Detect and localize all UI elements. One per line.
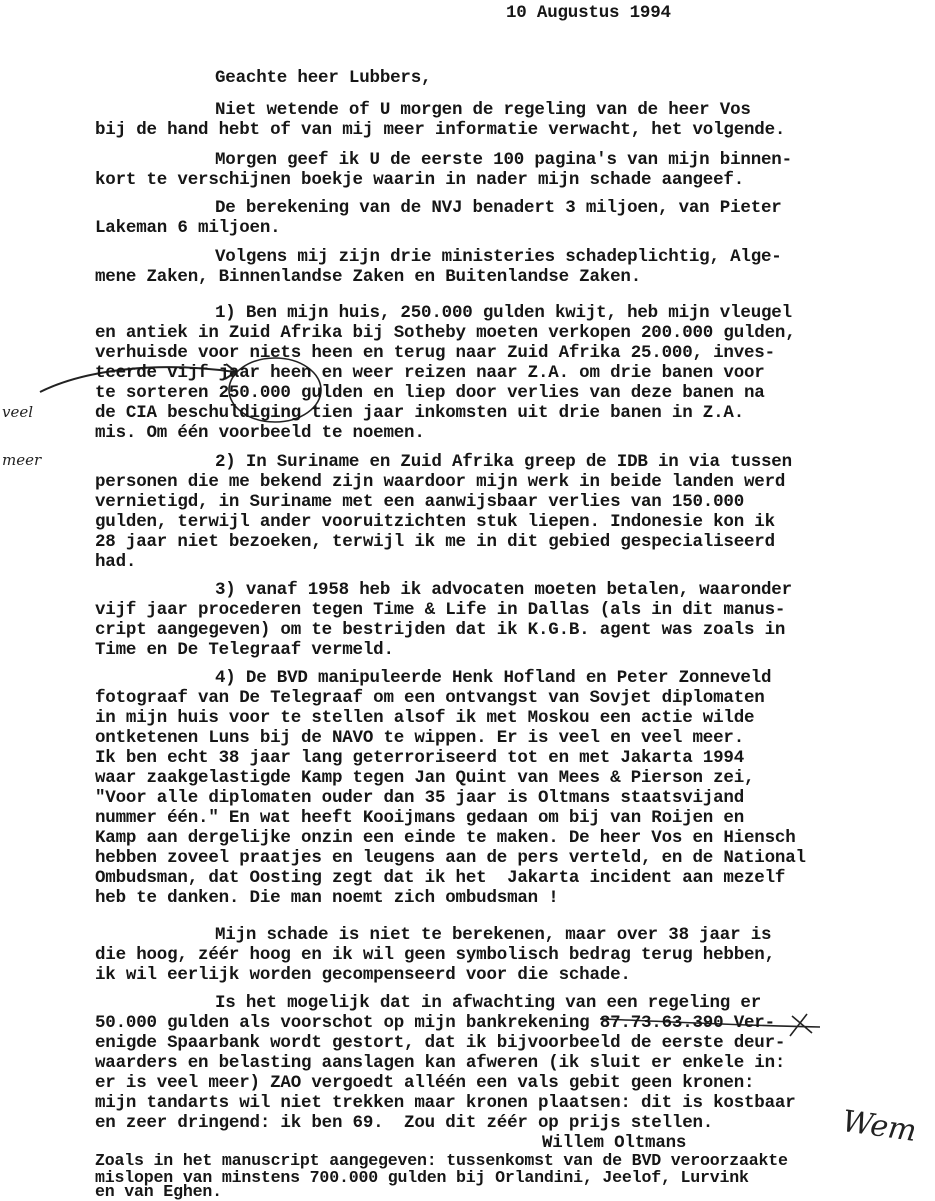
body-line: 1) Ben mijn huis, 250.000 gulden kwijt, heb mijn vleugel — [215, 303, 792, 323]
body-line: ik wil eerlijk worden gecompenseerd voor die schade. — [95, 965, 631, 985]
body-line: Ombudsman, dat Oosting zegt dat ik het Jakarta incident aan mezelf — [95, 868, 786, 888]
body-line: Morgen geef ik U de eerste 100 pagina's van mijn binnen- — [215, 150, 792, 170]
margin-note-line: meer — [2, 451, 42, 469]
body-line: cript aangegeven) om te bestrijden dat ik K.G.B. agent was zoals in — [95, 620, 786, 640]
body-line: vernietigd, in Suriname met een aanwijsbaar verlies van 150.000 — [95, 492, 745, 512]
body-line: en antiek in Zuid Afrika bij Sotheby moeten verkopen 200.000 gulden, — [95, 323, 796, 343]
body-line: Lakeman 6 miljoen. — [95, 218, 281, 238]
body-line: had. — [95, 552, 137, 572]
body-line: en zeer dringend: ik ben 69. Zou dit zéér op prijs stellen. — [95, 1113, 714, 1133]
body-line: Kamp aan dergelijke onzin een einde te maken. De heer Vos en Hiensch — [95, 828, 796, 848]
body-line: teerde vijf jaar heen en weer reizen naar Z.A. om drie banen voor — [95, 363, 765, 383]
body-line: hebben zoveel praatjes en leugens aan de pers verteld, en de National — [95, 848, 806, 868]
body-line: 50.000 gulden als voorschot op mijn bankrekening 87.73.63.390 Ver- — [95, 1013, 775, 1033]
body-line: fotograaf van De Telegraaf om een ontvangst van Sovjet diplomaten — [95, 688, 765, 708]
salutation: Geachte heer Lubbers, — [215, 68, 432, 88]
handwritten-signature: Wem — [839, 1103, 919, 1150]
body-line: kort te verschijnen boekje waarin in nader mijn schade aangeef. — [95, 170, 745, 190]
body-line: gulden, terwijl ander vooruitzichten stuk liepen. Indonesie kon ik — [95, 512, 775, 532]
body-line: Is het mogelijk dat in afwachting van een regeling er — [215, 993, 761, 1013]
body-line: Volgens mij zijn drie ministeries schadeplichtig, Alge- — [215, 247, 782, 267]
body-line: 3) vanaf 1958 heb ik advocaten moeten betalen, waaronder — [215, 580, 792, 600]
body-line: mene Zaken, Binnenlandse Zaken en Buitenlandse Zaken. — [95, 267, 641, 287]
postscript-line: Zoals in het manuscript aangegeven: tussenkomst van de BVD veroorzaakte — [95, 1151, 788, 1170]
body-line: Niet wetende of U morgen de regeling van de heer Vos — [215, 100, 751, 120]
body-line: Mijn schade is niet te berekenen, maar over 38 jaar is — [215, 925, 772, 945]
body-line: 2) In Suriname en Zuid Afrika greep de IDB in via tussen — [215, 452, 792, 472]
body-line: "Voor alle diplomaten ouder dan 35 jaar is Oltmans staatsvijand — [95, 788, 745, 808]
body-line: mijn tandarts wil niet trekken maar kronen plaatsen: dit is kostbaar — [95, 1093, 796, 1113]
postscript-line: mislopen van minstens 700.000 gulden bij Orlandini, Jeelof, Lurvink — [95, 1168, 749, 1187]
body-line: 4) De BVD manipuleerde Henk Hofland en Peter Zonneveld — [215, 668, 772, 688]
body-line: die hoog, zéér hoog en ik wil geen symbolisch bedrag terug hebben, — [95, 945, 775, 965]
signature-scribble — [790, 1014, 812, 1036]
body-line: in mijn huis voor te stellen alsof ik met Moskou een actie wilde — [95, 708, 755, 728]
body-line: enigde Spaarbank wordt gestort, dat ik bijvoorbeeld de eerste deur- — [95, 1033, 786, 1053]
body-line: vijf jaar procederen tegen Time & Life in Dallas (als in dit manus- — [95, 600, 786, 620]
margin-note — [2, 372, 41, 500]
letter-date: 10 Augustus 1994 — [506, 3, 671, 23]
body-line: waarders en belasting aanslagen kan afweren (ik sluit er enkele in: — [95, 1053, 786, 1073]
body-line: Ik ben echt 38 jaar lang geterroriseerd tot en met Jakarta 1994 — [95, 748, 745, 768]
body-line: waar zaakgelastigde Kamp tegen Jan Quint van Mees & Pierson zei, — [95, 768, 755, 788]
body-line: ontketenen Luns bij de NAVO te wippen. Er is veel en veel meer. — [95, 728, 745, 748]
typed-signature: Willem Oltmans — [542, 1133, 687, 1153]
body-line: mis. Om één voorbeeld te noemen. — [95, 423, 425, 443]
postscript-line: en van Eghen. — [95, 1182, 222, 1201]
body-line: er is veel meer) ZAO vergoedt alléén een vals gebit geen kronen: — [95, 1073, 755, 1093]
body-line: personen die me bekend zijn waardoor mijn werk in beide landen werd — [95, 472, 786, 492]
body-line: De berekening van de NVJ benadert 3 miljoen, van Pieter — [215, 198, 782, 218]
body-line: bij de hand hebt of van mij meer informatie verwacht, het volgende. — [95, 120, 786, 140]
body-line: heb te danken. Die man noemt zich ombudsman ! — [95, 888, 559, 908]
body-line: 28 jaar niet bezoeken, terwijl ik me in dit gebied gespecialiseerd — [95, 532, 775, 552]
body-line: Time en De Telegraaf vermeld. — [95, 640, 394, 660]
body-line: de CIA beschuldiging tien jaar inkomsten uit drie banen in Z.A. — [95, 403, 745, 423]
body-line: te sorteren 250.000 gulden en liep door verlies van deze banen na — [95, 383, 765, 403]
margin-note-line: veel — [2, 403, 34, 421]
body-line: nummer één." En wat heeft Kooijmans gedaan om bij van Roijen en — [95, 808, 745, 828]
body-line: verhuisde voor niets heen en terug naar Zuid Afrika 25.000, inves- — [95, 343, 775, 363]
